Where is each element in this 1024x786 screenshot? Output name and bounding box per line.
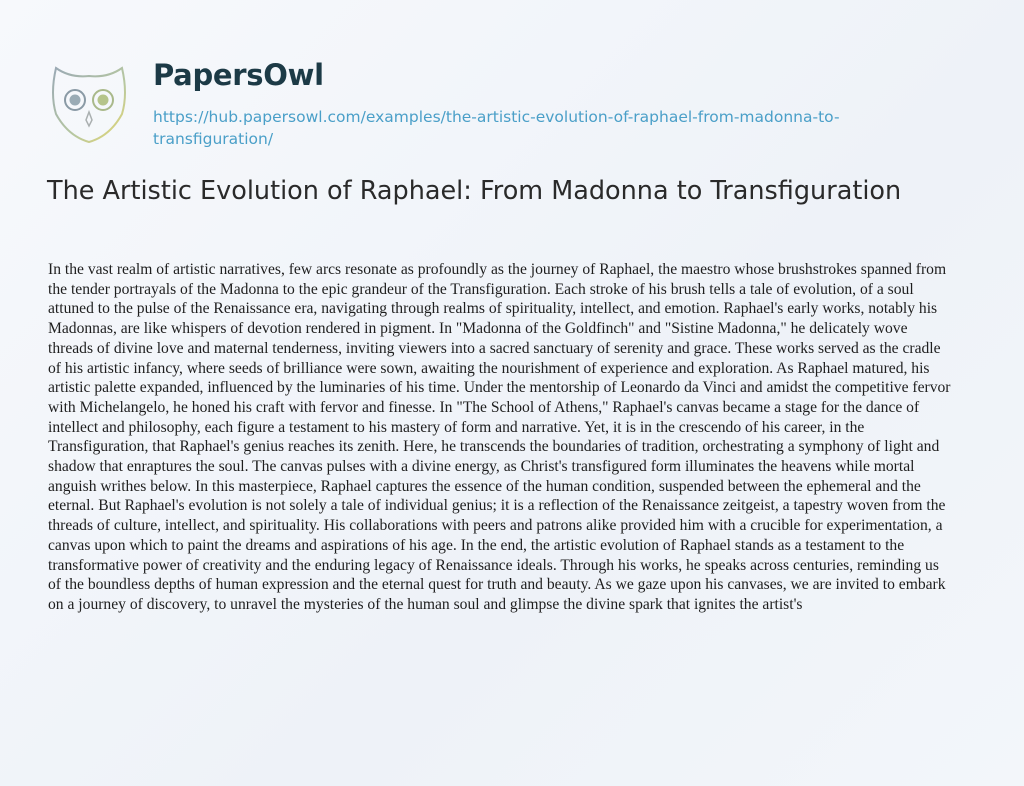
article-line: eternal. But Raphael's evolution is not solely a tale of individual genius; it is a reflection of the Renaissance zeitgeist, a tapestry woven from the — [48, 497, 946, 515]
article-body — [48, 260, 951, 615]
page-title: The Artistic Evolution of Raphael: From Madonna to Transfiguration — [47, 176, 902, 206]
article-line: shadow that enraptures the soul. The canvas pulses with a divine energy, as Christ's transfigured form illuminates the heavens while mortal — [48, 458, 915, 476]
article-line: transformative power of creativity and the enduring legacy of Renaissance ideals. Through his works, he speaks across centuries, reminding us — [48, 556, 939, 574]
article-line: intellect and philosophy, each figure a testament to his mastery of form and narrative. Yet, it is in the crescendo of his career, in the — [48, 418, 865, 436]
article-line: attuned to the pulse of the Renaissance era, navigating through realms of spirituality, intellect, and emotion. Raphael's early works, notably his — [48, 300, 938, 318]
article-line: on a journey of discovery, to unravel the mysteries of the human soul and glimpse the divine spark that ignites the artist's — [48, 595, 803, 613]
article-line: Transfiguration, that Raphael's genius reaches its zenith. Here, he transcends the boundaries of tradition, orchestrating a symphony of light and — [48, 438, 940, 456]
article-line: with Michelangelo, he honed his craft with fervor and finesse. In "The School of Athens," Raphael's canvas became a stage for the dance of — [48, 398, 920, 416]
article-line: In the vast realm of artistic narratives, few arcs resonate as profoundly as the journey of Raphael, the maestro whose brushstrokes spanned from — [48, 261, 947, 278]
article-line: Madonnas, are like whispers of devotion rendered in pigment. In "Madonna of the Goldfinch" and "Sistine Madonna," he delicately wove — [48, 320, 908, 338]
article-line: of the boundless depths of human expression and the eternal quest for truth and beauty. As we gaze upon his canvases, we are invited to embark — [48, 576, 946, 594]
article-line: canvas upon which to paint the dreams and aspirations of his age. In the end, the artistic evolution of Raphael stands as a testament to the — [48, 536, 905, 554]
article-line: the tender portrayals of the Madonna to the epic grandeur of the Transfiguration. Each stroke of his brush tells a tale of evolution, of a soul — [48, 280, 914, 298]
source-url-link[interactable]: https://hub.papersowl.com/examples/the-artistic-evolution-of-raphael-from-madonna-to-transfiguration/ — [153, 108, 840, 148]
article-line: threads of divine love and maternal tenderness, inviting viewers into a sacred sanctuary of serenity and grace. These works served as the cradle — [48, 339, 941, 357]
article-line: of his artistic infancy, where seeds of brilliance were sown, awaiting the nourishment of experience and exploration. As Raphael matured, his — [48, 359, 930, 377]
article-line: artistic palette expanded, influenced by the luminaries of his time. Under the mentorship of Leonardo da Vinci and amidst the competitive fervor — [48, 379, 951, 397]
owl-logo-icon — [50, 64, 128, 144]
article-line: threads of culture, intellect, and spirituality. His collaborations with peers and patrons alike provided him with a crucible for experimentation, a — [48, 517, 943, 535]
article-line: anguish writhes below. In this masterpiece, Raphael captures the essence of the human condition, suspended between the ephemeral and the — [48, 477, 921, 495]
brand-name: PapersOwl — [153, 58, 324, 92]
